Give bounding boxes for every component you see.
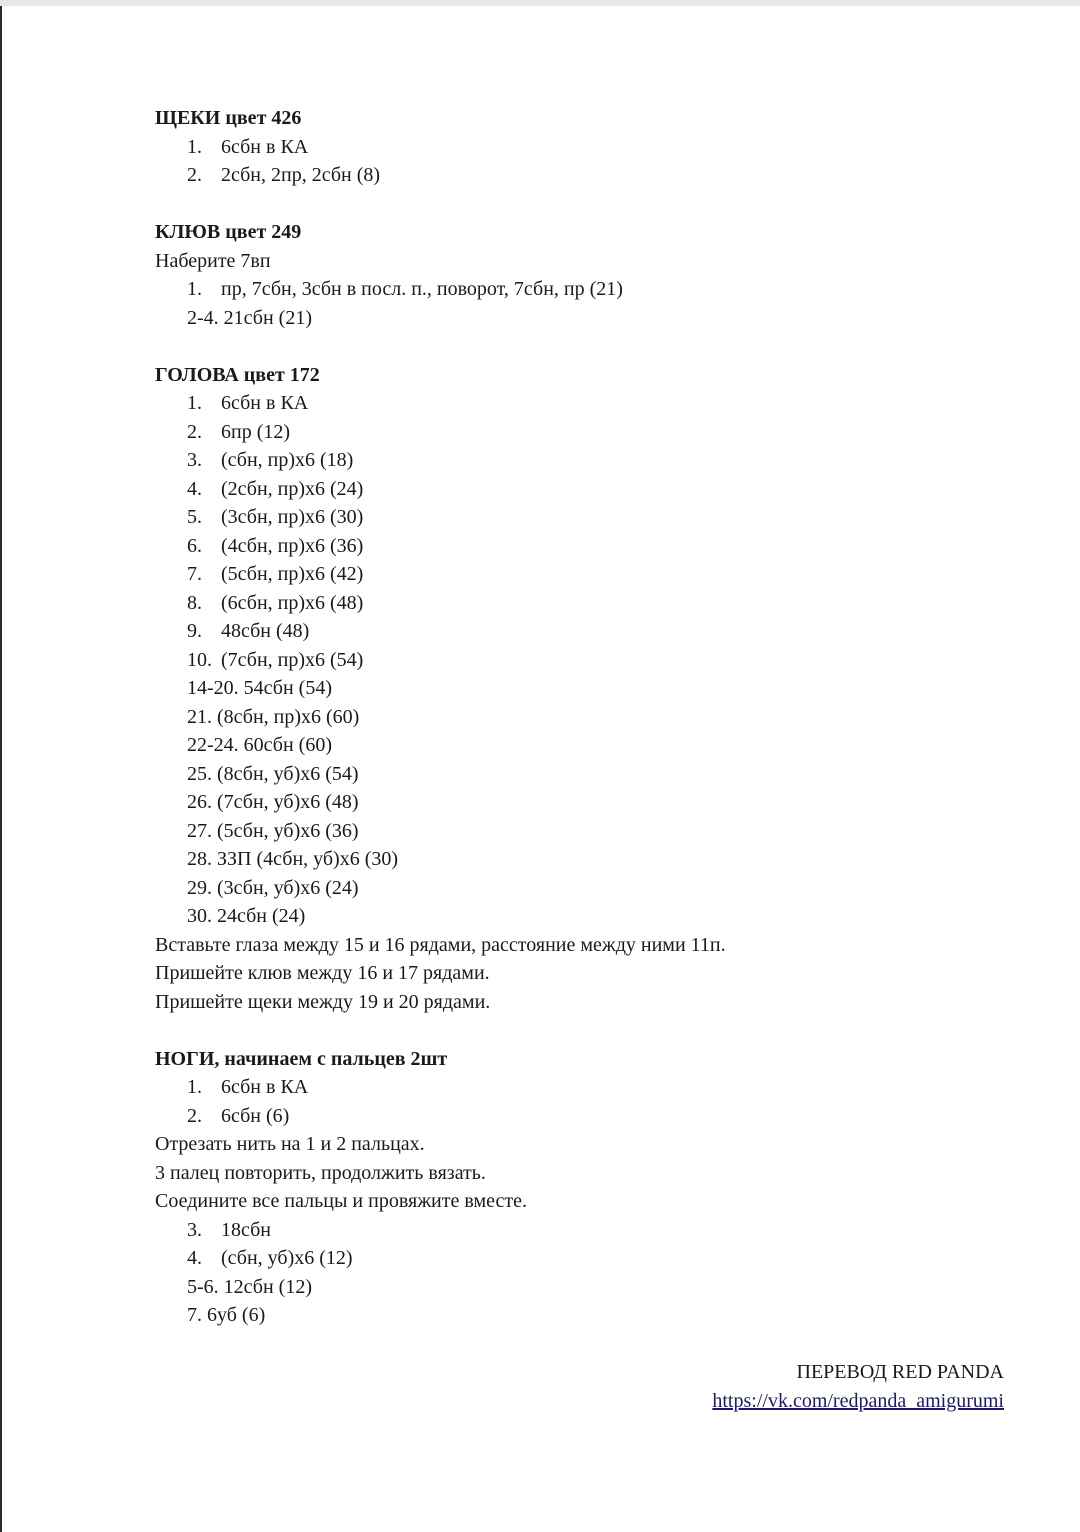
paragraph: Отрезать нить на 1 и 2 пальцах. <box>155 1133 425 1155</box>
item-text: (сбн, пр)х6 (18) <box>221 449 354 471</box>
list-item <box>155 475 1015 504</box>
section-heading: КЛЮВ цвет 249 <box>155 221 302 243</box>
item-number: 1. <box>187 1076 202 1098</box>
document-page <box>155 104 1015 1330</box>
section-heading: НОГИ, начинаем с пальцев 2шт <box>155 1047 448 1070</box>
item-text: 2сбн, 2пр, 2сбн (8) <box>221 164 381 186</box>
section-beak <box>155 218 1015 332</box>
item-text: 5-6. 12сбн (12) <box>187 1275 312 1298</box>
paragraph: Пришейте клюв между 16 и 17 рядами. <box>155 962 490 984</box>
item-number: 4. <box>187 477 202 500</box>
item-text: 28. ЗЗП (4сбн, уб)х6 (30) <box>187 848 399 870</box>
section-heading: ГОЛОВА цвет 172 <box>155 363 320 386</box>
list-item <box>155 1273 1015 1302</box>
page-edge <box>0 6 2 1532</box>
item-text: пр, 7сбн, 3сбн в посл. п., поворот, 7сбн, пр (21) <box>221 278 623 300</box>
spacer <box>155 332 1015 361</box>
item-text: 14-20. 54сбн (54) <box>187 677 332 699</box>
top-band <box>0 0 1080 6</box>
item-text: 48сбн (48) <box>221 620 310 642</box>
list-item <box>155 275 1015 304</box>
footer <box>712 1358 1004 1416</box>
list-item <box>155 560 1015 589</box>
list-item <box>155 1102 1015 1131</box>
item-text: 22-24. 60сбн (60) <box>187 734 332 756</box>
item-number: 2. <box>187 164 202 186</box>
item-number: 1. <box>187 392 202 414</box>
item-text: 7. 6уб (6) <box>187 1304 266 1326</box>
item-number: 7. <box>187 563 202 585</box>
item-text: 30. 24сбн (24) <box>187 905 306 927</box>
item-text: (3сбн, пр)х6 (30) <box>221 506 364 528</box>
item-text: 6сбн в КА <box>221 135 309 158</box>
paragraph: Наберите 7вп <box>155 249 271 272</box>
spacer <box>155 190 1015 219</box>
item-text: 6сбн (6) <box>221 1104 290 1127</box>
item-number: 5. <box>187 506 202 528</box>
item-text: 29. (3сбн, уб)х6 (24) <box>187 876 359 899</box>
list-item <box>155 446 1015 475</box>
item-text: (2сбн, пр)х6 (24) <box>221 477 364 500</box>
item-text: (4сбн, пр)х6 (36) <box>221 534 364 557</box>
list-item <box>155 418 1015 447</box>
list-item <box>155 760 1015 789</box>
list-item <box>155 731 1015 760</box>
paragraph: Пришейте щеки между 19 и 20 рядами. <box>155 990 491 1013</box>
item-text: (5сбн, пр)х6 (42) <box>221 563 364 585</box>
item-text: 25. (8сбн, уб)х6 (54) <box>187 762 359 785</box>
item-number: 10. <box>187 648 212 671</box>
item-number: 8. <box>187 591 202 614</box>
item-text: 2-4. 21сбн (21) <box>187 306 312 329</box>
item-text: 27. (5сбн, уб)х6 (36) <box>187 819 359 842</box>
paragraph: Вставьте глаза между 15 и 16 рядами, расстояние между ними 11п. <box>155 933 726 956</box>
item-text: (сбн, уб)х6 (12) <box>221 1247 353 1269</box>
list-item <box>155 788 1015 817</box>
item-number: 2. <box>187 420 202 443</box>
item-number: 3. <box>187 1218 202 1241</box>
list-item <box>155 617 1015 646</box>
item-number: 6. <box>187 534 202 557</box>
list-item <box>155 703 1015 732</box>
item-number: 4. <box>187 1247 202 1269</box>
list-item <box>155 161 1015 190</box>
list-item <box>155 845 1015 874</box>
spacer <box>155 1016 1015 1045</box>
source-link-row <box>712 1387 1004 1416</box>
item-text: 21. (8сбн, пр)х6 (60) <box>187 705 360 728</box>
item-text: (6сбн, пр)х6 (48) <box>221 591 364 614</box>
item-text: 26. (7сбн, уб)х6 (48) <box>187 791 359 813</box>
list-item <box>155 1073 1015 1102</box>
item-number: 1. <box>187 135 202 158</box>
list-item <box>155 304 1015 333</box>
list-item <box>155 589 1015 618</box>
list-item <box>155 902 1015 931</box>
list-item <box>155 1216 1015 1245</box>
item-number: 9. <box>187 620 202 642</box>
list-item <box>155 532 1015 561</box>
item-text: 6сбн в КА <box>221 392 309 414</box>
item-text: 6сбн в КА <box>221 1076 309 1098</box>
list-item <box>155 646 1015 675</box>
translation-credit: ПЕРЕВОД RED PANDA <box>796 1361 1004 1383</box>
list-item <box>155 1301 1015 1330</box>
paragraph: 3 палец повторить, продолжить вязать. <box>155 1161 486 1184</box>
list-item <box>155 874 1015 903</box>
list-item <box>155 503 1015 532</box>
section-cheeks <box>155 104 1015 190</box>
section-heading: ЩЕКИ цвет 426 <box>155 107 302 129</box>
list-item <box>155 133 1015 162</box>
item-text: (7сбн, пр)х6 (54) <box>221 648 364 671</box>
item-number: 3. <box>187 449 202 471</box>
source-link[interactable]: https://vk.com/redpanda_amigurumi <box>712 1390 1004 1412</box>
paragraph: Соедините все пальцы и провяжите вместе. <box>155 1190 527 1212</box>
list-item <box>155 817 1015 846</box>
list-item <box>155 389 1015 418</box>
item-text: 6пр (12) <box>221 420 291 443</box>
item-text: 18сбн <box>221 1218 271 1241</box>
item-number: 2. <box>187 1104 202 1127</box>
section-legs <box>155 1045 1015 1330</box>
section-head <box>155 361 1015 1017</box>
list-item <box>155 674 1015 703</box>
list-item <box>155 1244 1015 1273</box>
item-number: 1. <box>187 278 202 300</box>
